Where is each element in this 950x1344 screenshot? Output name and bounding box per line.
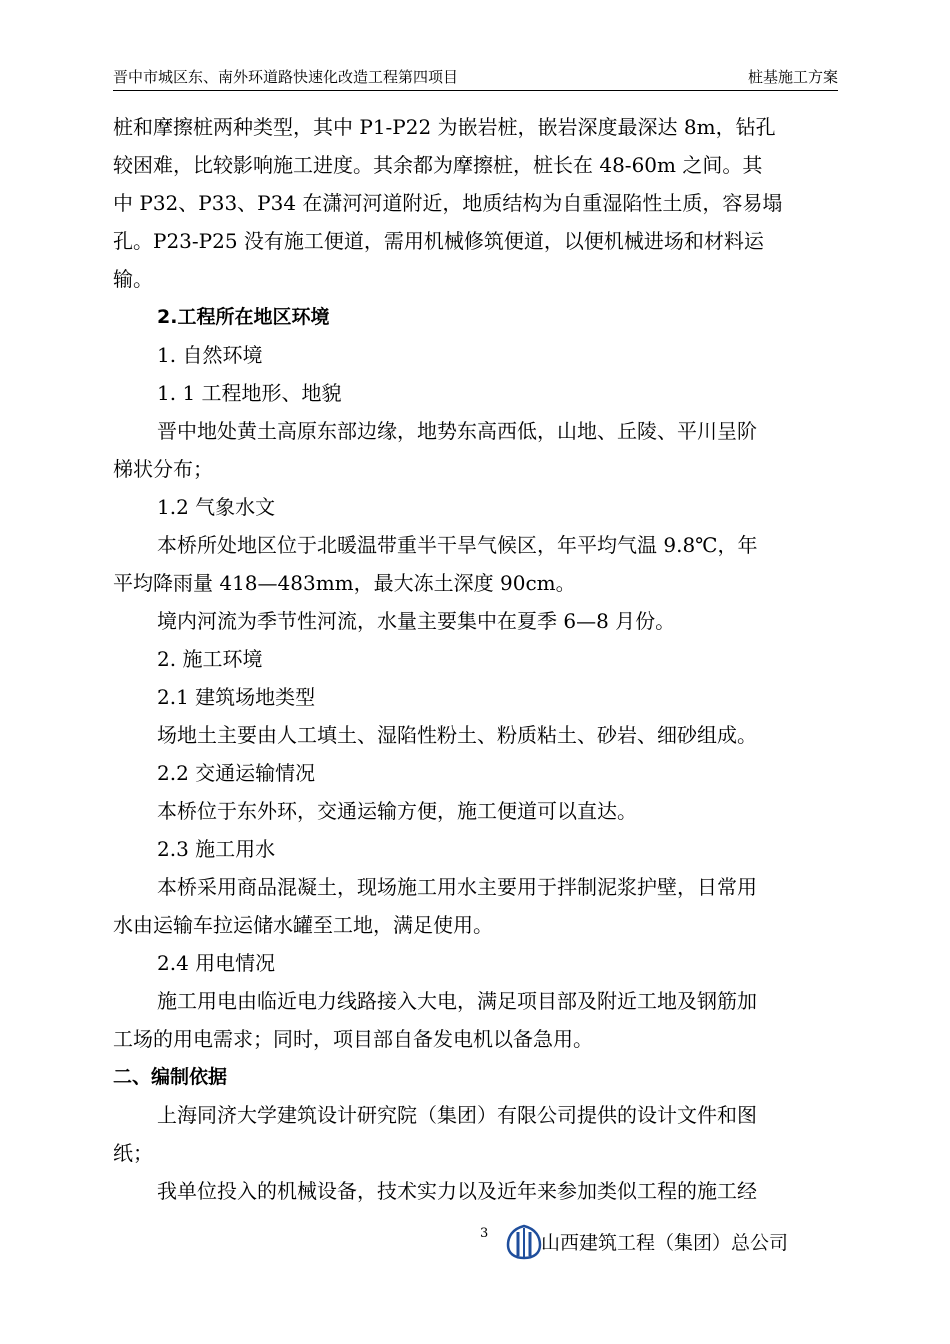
text-line: 1. 1 工程地形、地貌: [157, 381, 342, 405]
text-line: 桩和摩擦桩两种类型，其中 P1-P22 为嵌岩桩，嵌岩深度最深达 8m，钻孔: [113, 115, 776, 139]
text-line: 梯状分布；: [113, 457, 213, 481]
text-line: 境内河流为季节性河流，水量主要集中在夏季 6—8 月份。: [157, 609, 676, 633]
text-line: 场地土主要由人工填土、湿陷性粉土、粉质粘土、砂岩、细砂组成。: [157, 723, 757, 747]
text-line: 2.1 建筑场地类型: [157, 685, 316, 709]
header-project-title: 晋中市城区东、南外环道路快速化改造工程第四项目: [113, 68, 459, 86]
text-line: 施工用电由临近电力线路接入大电，满足项目部及附近工地及钢筋加: [157, 989, 757, 1013]
footer-company-name: 山西建筑工程（集团）总公司: [541, 1232, 789, 1254]
text-line: 上海同济大学建筑设计研究院（集团）有限公司提供的设计文件和图: [157, 1103, 757, 1127]
text-line: 2.4 用电情况: [157, 951, 276, 975]
text-line: 1.2 气象水文: [157, 495, 276, 519]
text-line: 孔。P23-P25 没有施工便道，需用机械修筑便道，以便机械进场和材料运: [113, 229, 764, 253]
text-line: 较困难，比较影响施工进度。其余都为摩擦桩，桩长在 48-60m 之间。其: [113, 153, 763, 177]
text-line: 水由运输车拉运储水罐至工地，满足使用。: [113, 913, 493, 937]
text-line: 本桥位于东外环，交通运输方便，施工便道可以直达。: [157, 799, 637, 823]
section-heading: 2.工程所在地区环境: [157, 306, 330, 328]
text-line: 本桥采用商品混凝土，现场施工用水主要用于拌制泥浆护壁，日常用: [157, 875, 757, 899]
text-line: 2.2 交通运输情况: [157, 761, 316, 785]
company-logo-icon: [504, 1223, 544, 1261]
text-line: 中 P32、P33、P34 在潇河河道附近，地质结构为自重湿陷性土质，容易塌: [113, 191, 783, 215]
text-line: 2. 施工环境: [157, 647, 263, 671]
section-heading: 二、编制依据: [113, 1066, 228, 1088]
page-number: 3: [480, 1226, 489, 1241]
text-line: 本桥所处地区位于北暖温带重半干旱气候区，年平均气温 9.8℃，年: [157, 533, 758, 557]
text-line: 1. 自然环境: [157, 343, 263, 367]
text-line: 输。: [113, 267, 153, 291]
text-line: 工场的用电需求；同时，项目部自备发电机以备急用。: [113, 1027, 593, 1051]
text-line: 纸；: [113, 1141, 153, 1165]
page-header: [113, 66, 838, 91]
text-line: 2.3 施工用水: [157, 837, 276, 861]
header-document-title: 桩基施工方案: [747, 68, 838, 86]
text-line: 我单位投入的机械设备，技术实力以及近年来参加类似工程的施工经: [157, 1179, 757, 1203]
text-line: 晋中地处黄土高原东部边缘，地势东高西低，山地、丘陵、平川呈阶: [157, 419, 757, 443]
document-body: [113, 108, 838, 1210]
text-line: 平均降雨量 418—483mm，最大冻土深度 90cm。: [113, 571, 576, 595]
